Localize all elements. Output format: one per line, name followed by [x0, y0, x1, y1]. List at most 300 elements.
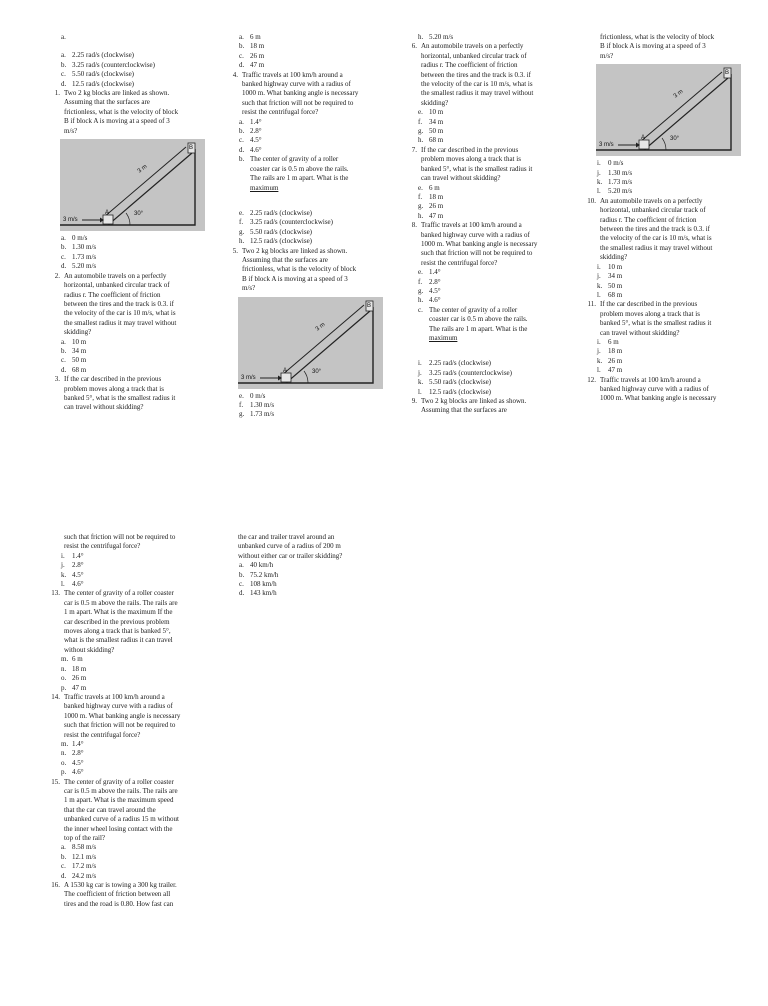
- option-letter: o.: [61, 758, 67, 767]
- answer-option: [597, 291, 738, 300]
- option-text: 6 m: [250, 33, 261, 41]
- text-line: Assuming that the surfaces are: [421, 406, 507, 415]
- block-a-label: A: [105, 210, 110, 217]
- text-line: problem moves along a track that is: [421, 155, 521, 164]
- question-1: [46, 89, 202, 136]
- text-line: resist the centrifugal force?: [242, 108, 319, 117]
- text-line: car is 0.5 m above the rails. The rails are: [64, 598, 178, 607]
- answer-option: [418, 369, 559, 378]
- option-text: 4.6°: [72, 580, 84, 589]
- option-letter: f.: [418, 277, 423, 286]
- option-text: 10 m: [429, 108, 444, 117]
- option-text: 34 m: [429, 117, 444, 126]
- option-letter: m.: [61, 739, 69, 748]
- option-letter: k.: [597, 281, 603, 290]
- question-10: [582, 197, 738, 263]
- option-text: 18 m: [429, 192, 444, 201]
- answer-option: [61, 665, 202, 674]
- answer-option: [61, 356, 202, 365]
- text-line: the car and trailer travel around an: [238, 533, 335, 541]
- text-line: m/s?: [64, 126, 78, 135]
- text-line: between the tires and the track is 0.3. if: [64, 299, 175, 308]
- block-a-label: A: [641, 135, 646, 142]
- answer-option: [61, 80, 202, 89]
- option-text: 4.5°: [72, 570, 84, 579]
- answer-option: [239, 218, 380, 227]
- option-letter: e.: [418, 268, 423, 277]
- option-letter: i.: [597, 337, 601, 346]
- text-line: such that friction will not be required to: [64, 721, 176, 730]
- option-letter: h.: [239, 237, 245, 246]
- question-number: 8.: [411, 221, 417, 230]
- text-line: The center of gravity of a roller coaster: [64, 777, 174, 786]
- length-label: 3 m: [136, 163, 149, 175]
- column-2: [224, 33, 380, 420]
- answer-option: [418, 278, 559, 287]
- option-letter: i.: [597, 262, 601, 271]
- option-text: 1.4°: [72, 551, 84, 560]
- block-b-label: B: [725, 70, 730, 77]
- option-letter: f.: [418, 117, 423, 126]
- text-line: 1000 m. What banking angle is necessary: [64, 711, 181, 720]
- option-letter: a.: [61, 843, 66, 852]
- text-line: Traffic travels at 100 km/h around a: [421, 221, 522, 230]
- option-text: 5.20 m/s: [429, 33, 454, 41]
- options: [582, 263, 738, 301]
- option-letter: d.: [61, 79, 67, 88]
- text-line: An automobile travels on a perfectly: [600, 196, 703, 205]
- option-text: 12.5 rad/s (clockwise): [72, 79, 135, 88]
- answer-option: [597, 338, 738, 347]
- text-line: Assuming that the surfaces are: [64, 98, 150, 107]
- text-line: radius r. The coefficient of friction: [421, 61, 518, 70]
- text-line: B if block A is moving at a speed of 3: [600, 42, 706, 51]
- option-text: 12.5 rad/s (clockwise): [429, 387, 492, 396]
- column-5: [46, 533, 202, 909]
- option-text: 5.20 m/s: [72, 262, 97, 271]
- answer-option: [61, 262, 202, 271]
- text-line: The center of gravity of a roller: [250, 155, 339, 164]
- text-line: Two 2 kg blocks are linked as shown.: [242, 246, 348, 255]
- text-line: 1000 m. What banking angle is necessary: [421, 239, 538, 248]
- options: [224, 118, 380, 156]
- option-letter: b.: [61, 243, 67, 252]
- answer-option: [239, 410, 380, 419]
- option-text: 68 m: [429, 136, 444, 145]
- text-line: 1 m apart. What is the maximum speed: [64, 796, 174, 805]
- question-number: 3.: [54, 375, 60, 384]
- option-letter: d.: [239, 145, 245, 154]
- option-text: 47 m: [429, 211, 444, 220]
- options: [582, 338, 738, 376]
- answer-option: [418, 127, 559, 136]
- option-text: 3.25 rad/s (counterclockwise): [250, 218, 333, 227]
- option-text: 1.4°: [429, 268, 441, 277]
- option-letter: g.: [418, 127, 424, 136]
- text-line: The center of gravity of a roller coaster: [64, 589, 174, 598]
- option-letter: c.: [61, 356, 66, 365]
- option-text: 2.8°: [72, 749, 84, 758]
- answer-option: [597, 282, 738, 291]
- text-line: Traffic travels at 100 km/h around a: [600, 375, 701, 384]
- answer-option: [61, 740, 202, 749]
- text-line: banked 5°, what is the smallest radius it: [600, 319, 712, 328]
- option-letter: f.: [239, 218, 244, 227]
- option-letter: a.: [61, 337, 66, 346]
- answer-option: [418, 136, 559, 145]
- option-letter: p.: [61, 683, 67, 692]
- option-letter: k.: [597, 356, 603, 365]
- option-letter: b.: [239, 155, 245, 164]
- option-text: 26 m: [72, 674, 87, 683]
- options: [46, 338, 202, 376]
- answer-option: [61, 759, 202, 768]
- text-line: m/s?: [242, 284, 256, 293]
- option-letter: o.: [61, 674, 67, 683]
- option-letter: g.: [239, 410, 245, 419]
- option-letter: f.: [418, 192, 423, 201]
- underlined-word: maximum: [250, 183, 279, 192]
- option-letter: b.: [239, 42, 245, 51]
- option-text: 12.5 rad/s (clockwise): [250, 237, 313, 246]
- text-line: the inner wheel losing contact with the: [64, 824, 173, 833]
- option-text: 6 m: [429, 183, 440, 192]
- option-letter: g.: [418, 202, 424, 211]
- inclined-plane-figure: [60, 139, 205, 231]
- answer-option: [239, 571, 380, 580]
- answer-option: [597, 272, 738, 281]
- text-line: B if block A is moving at a speed of 3: [64, 117, 170, 126]
- option-text: 2.25 rad/s (clockwise): [250, 208, 313, 217]
- option-text: 1.30 m/s: [250, 400, 275, 409]
- answer-option: [418, 296, 559, 305]
- option-letter: k.: [597, 178, 603, 187]
- option-text: 5.50 rad/s (clockwise): [250, 227, 313, 236]
- answer-option: [239, 42, 380, 51]
- option-text: 18 m: [250, 42, 265, 51]
- question-number: 5.: [232, 246, 238, 255]
- options: [403, 184, 559, 222]
- text-line: the velocity of the car is 10 m/s, what is: [600, 234, 712, 243]
- answer-option: [418, 193, 559, 202]
- option-text: 2.8°: [72, 561, 84, 570]
- answer-option: [597, 263, 738, 272]
- option-text: 8.58 m/s: [72, 843, 97, 852]
- option-text: 1.73 m/s: [72, 252, 97, 261]
- option-letter: l.: [597, 187, 601, 196]
- option-letter: c.: [239, 580, 244, 589]
- text-line: between the tires and the track is 0.3. if: [421, 70, 532, 79]
- answer-option: [61, 70, 202, 79]
- text-line: banked highway curve with a radius of: [242, 80, 351, 89]
- figure-drawing: [60, 139, 205, 231]
- text-line: problem moves along a track that is: [600, 309, 700, 318]
- answer-option: [61, 768, 202, 777]
- option-text: 1.73 m/s: [250, 410, 275, 419]
- option-letter: g.: [418, 286, 424, 295]
- question-11: [582, 300, 738, 338]
- text-line: can travel without skidding?: [421, 174, 501, 183]
- option-letter: m.: [61, 655, 69, 664]
- option-text: 47 m: [72, 683, 87, 692]
- answer-option: [61, 843, 202, 852]
- question-number: 7.: [411, 145, 417, 154]
- option-text: 10 m: [72, 337, 87, 346]
- answer-option: [61, 862, 202, 871]
- question-7: [403, 146, 559, 184]
- text-line: tires and the road is 0.80. How fast can: [64, 899, 174, 908]
- answer-option: [239, 136, 380, 145]
- option-letter: f.: [239, 400, 244, 409]
- text-line: banked highway curve with a radius of: [64, 702, 173, 711]
- option-letter: j.: [61, 561, 65, 570]
- text-line: resist the centrifugal force?: [64, 542, 141, 551]
- text-line: 1 m apart. What is the maximum If the: [64, 608, 173, 617]
- answer-option: [597, 347, 738, 356]
- option-text: 47 m: [250, 61, 265, 70]
- option-text: 26 m: [608, 356, 623, 365]
- option-letter: c.: [61, 70, 66, 79]
- question-number: 10.: [587, 196, 596, 205]
- text-line: Assuming that the surfaces are: [242, 255, 328, 264]
- text-line: skidding?: [600, 253, 628, 262]
- answer-option: [597, 178, 738, 187]
- text-line: such that friction will not be required to: [64, 533, 176, 541]
- option-letter: l.: [418, 387, 422, 396]
- option-letter: h.: [418, 211, 424, 220]
- option-letter: k.: [61, 570, 67, 579]
- option-letter: i.: [597, 159, 601, 168]
- question-number: 6.: [411, 42, 417, 51]
- angle-label: 30°: [670, 136, 680, 143]
- text-line: top of the rail?: [64, 834, 106, 842]
- question-number: 2.: [54, 271, 60, 280]
- text-line: m/s?: [600, 51, 614, 60]
- option-text: 75.2 km/h: [250, 570, 279, 579]
- answer-option: [239, 33, 380, 42]
- option-letter: e.: [418, 108, 423, 117]
- option-text: 108 km/h: [250, 580, 277, 589]
- question-9: [403, 397, 559, 416]
- options: [46, 655, 202, 693]
- question-number: 13.: [51, 589, 60, 598]
- text-line: banked 5°, what is the smallest radius it: [421, 164, 533, 173]
- text-line: can travel without skidding?: [64, 403, 144, 412]
- question-8: [403, 221, 559, 268]
- option-letter: a.: [61, 51, 66, 60]
- answer-option: [61, 749, 202, 758]
- column-4: [582, 33, 738, 404]
- question-number: 1.: [54, 89, 60, 98]
- text-line: that the car can travel around the: [64, 805, 156, 814]
- option-text: 4.6°: [429, 296, 441, 305]
- option-letter: b.: [61, 60, 67, 69]
- question-number: 14.: [51, 692, 60, 701]
- question-3: [46, 375, 202, 413]
- column-1: [46, 33, 202, 413]
- answer-option: [239, 118, 380, 127]
- option-text: 5.50 rad/s (clockwise): [429, 378, 492, 387]
- answer-option: [418, 359, 559, 368]
- answer-option: [61, 243, 202, 252]
- option-text: 26 m: [250, 51, 265, 60]
- option-letter: n.: [61, 664, 67, 673]
- text-line: An automobile travels on a perfectly: [64, 271, 167, 280]
- question-6: [403, 42, 559, 108]
- answer-option: [239, 580, 380, 589]
- option-text: 4.5°: [429, 286, 441, 295]
- text-line: If the car described in the previous: [421, 145, 519, 154]
- answer-option: [61, 561, 202, 570]
- option-text: 18 m: [72, 664, 87, 673]
- text-line: car described in the previous problem: [64, 617, 170, 626]
- sub-question-c: [418, 306, 559, 344]
- text-line: what is the smallest radius it can travel: [64, 636, 173, 645]
- options: [403, 359, 559, 397]
- option-text: 47 m: [608, 366, 623, 375]
- block-b-label: B: [189, 145, 194, 152]
- answer-option: [597, 169, 738, 178]
- text-line: skidding?: [421, 98, 449, 107]
- text-line: moves along a track that is banked 5°,: [64, 627, 171, 636]
- inclined-plane-figure: [596, 64, 741, 156]
- text-line: Traffic travels at 100 km/h around a: [64, 692, 165, 701]
- text-line: unbanked curve of a radius of 200 m: [238, 542, 341, 551]
- text-line: The rails are 1 m apart. What is the: [429, 324, 528, 333]
- answer-option: [239, 589, 380, 598]
- question-2: [46, 272, 202, 338]
- option-letter: g.: [239, 227, 245, 236]
- option-text: 1.73 m/s: [608, 178, 633, 187]
- question-14: [46, 693, 202, 740]
- block-a-label: A: [283, 367, 288, 374]
- option-text: 24.2 m/s: [72, 871, 97, 880]
- option-letter: d.: [239, 589, 245, 598]
- column-3: [403, 33, 559, 416]
- options: [46, 843, 202, 881]
- option-letter: c.: [61, 252, 66, 261]
- option-text: 50 m: [608, 281, 623, 290]
- answer-option: [239, 209, 380, 218]
- options: [403, 33, 559, 42]
- text-line: radius r. The coefficient of friction: [64, 290, 161, 299]
- text-line: Traffic travels at 100 km/h around a: [242, 70, 343, 79]
- text-line: the velocity of the car is 10 m/s, what is: [64, 309, 176, 318]
- text-line: radius r. The coefficient of friction: [600, 215, 697, 224]
- stray-option-label: a.: [61, 33, 66, 41]
- answer-option: [239, 561, 380, 570]
- option-text: 68 m: [608, 290, 623, 299]
- option-text: 50 m: [72, 356, 87, 365]
- answer-option: [239, 127, 380, 136]
- answer-option: [418, 268, 559, 277]
- text-line: such that friction will not be required to: [242, 98, 354, 107]
- text-line: banked highway curve with a radius of: [600, 384, 709, 393]
- length-label: 3 m: [672, 88, 685, 100]
- text-line: banked highway curve with a radius of: [421, 230, 530, 239]
- text-line: the smallest radius it may travel without: [421, 89, 534, 98]
- option-text: 3.25 rad/s (counterclockwise): [429, 368, 512, 377]
- text-line: banked 5°, what is the smallest radius it: [64, 393, 176, 402]
- answer-option: [61, 253, 202, 262]
- options: [224, 392, 380, 420]
- text-line: unbanked curve of a radius 15 m without: [64, 815, 179, 824]
- option-text: 50 m: [429, 127, 444, 136]
- option-letter: j.: [597, 168, 601, 177]
- block-b-label: B: [367, 302, 372, 309]
- answer-option: [418, 212, 559, 221]
- option-text: 2.8°: [250, 127, 262, 136]
- answer-option: [418, 118, 559, 127]
- speed-label: 3 m/s: [599, 142, 614, 149]
- options: [46, 51, 202, 89]
- option-letter: e.: [239, 391, 244, 400]
- answer-option: [418, 108, 559, 117]
- answer-option: [239, 401, 380, 410]
- underlined-word: maximum: [429, 334, 458, 342]
- answer-option: [239, 228, 380, 237]
- figure-drawing: [596, 64, 741, 156]
- options: [46, 740, 202, 778]
- question-number: 12.: [587, 375, 596, 384]
- text-line: without skidding?: [64, 645, 115, 654]
- option-text: 4.5°: [72, 758, 84, 767]
- text-line: The coefficient of friction between all: [64, 890, 171, 899]
- option-letter: b.: [61, 346, 67, 355]
- text-line: the smallest radius it may travel without: [600, 243, 713, 252]
- answer-option: [597, 357, 738, 366]
- text-line: such that friction will not be required to: [421, 249, 533, 258]
- answer-option: [61, 580, 202, 589]
- option-letter: c.: [239, 51, 244, 60]
- option-text: 18 m: [608, 347, 623, 356]
- question-number: 4.: [232, 70, 238, 79]
- option-text: 4.5°: [250, 136, 262, 145]
- option-letter: d.: [239, 61, 245, 70]
- answer-option: [61, 234, 202, 243]
- text-line: The rails are 1 m apart. What is the: [250, 174, 349, 183]
- answer-option: [418, 184, 559, 193]
- option-text: 0 m/s: [608, 159, 624, 168]
- option-letter: e.: [239, 208, 244, 217]
- text-line: skidding?: [64, 328, 92, 337]
- answer-option: [239, 61, 380, 70]
- question-12: [582, 376, 738, 404]
- option-letter: p.: [61, 768, 67, 777]
- text-line: car is 0.5 m above the rails. The rails are: [64, 786, 178, 795]
- answer-option: [418, 202, 559, 211]
- sub-question-b: [239, 155, 380, 193]
- column-6: [224, 533, 380, 599]
- option-text: 68 m: [72, 365, 87, 374]
- text-line: B if block A is moving at a speed of 3: [242, 274, 348, 283]
- answer-option: [597, 159, 738, 168]
- answer-option: [61, 674, 202, 683]
- answer-option: [418, 33, 559, 42]
- answer-option: [418, 378, 559, 387]
- options: [224, 561, 380, 599]
- angle-label: 30°: [134, 211, 144, 218]
- option-text: 2.25 rad/s (clockwise): [429, 359, 492, 368]
- answer-option: [418, 388, 559, 397]
- answer-option: [61, 552, 202, 561]
- option-letter: l.: [61, 580, 65, 589]
- question-5: [224, 247, 380, 294]
- text-line: resist the centrifugal force?: [421, 258, 498, 267]
- option-letter: j.: [418, 368, 422, 377]
- figure-drawing: [238, 297, 383, 389]
- answer-option: [239, 52, 380, 61]
